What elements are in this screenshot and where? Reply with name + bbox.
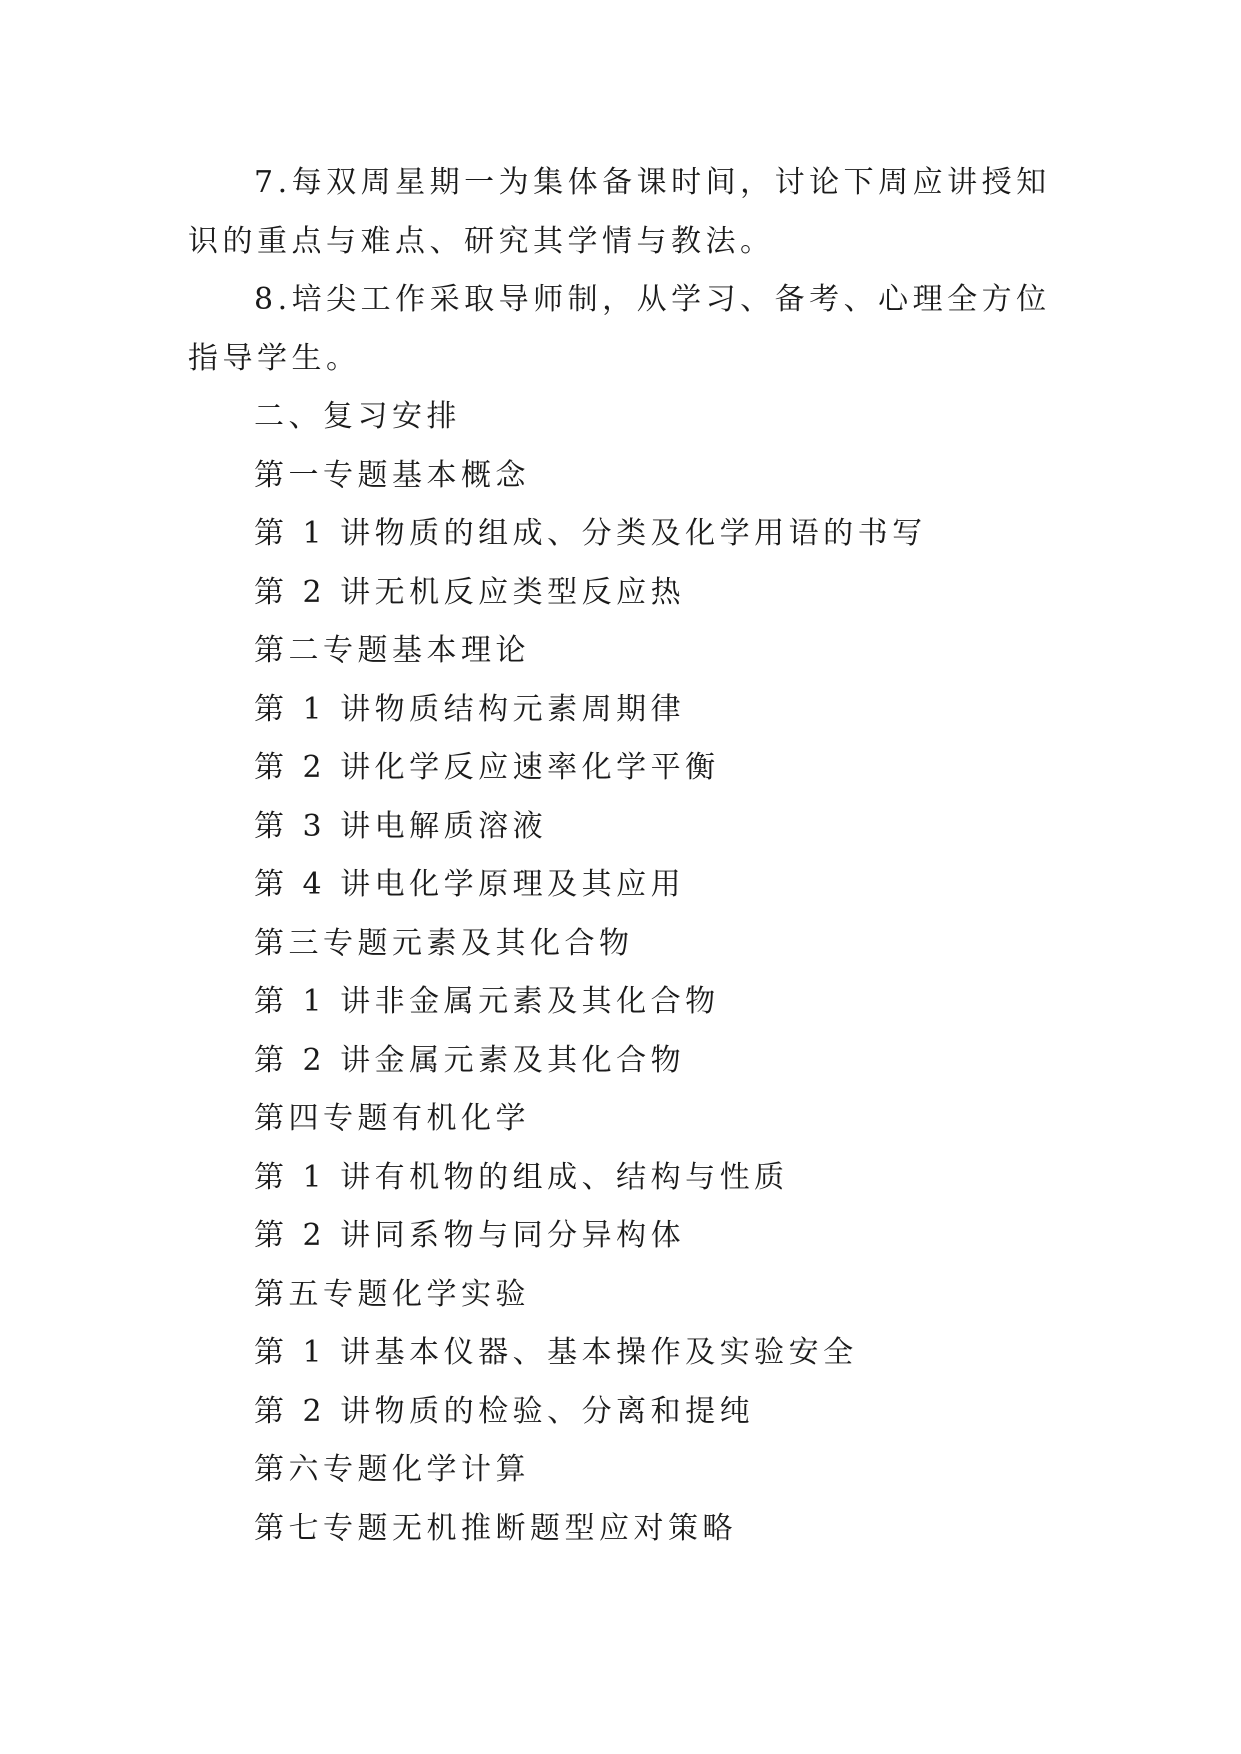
lecture-item: 第 1 讲有机物的组成、结构与性质 xyxy=(254,1159,789,1195)
lecture-item: 第 2 讲金属元素及其化合物 xyxy=(254,1042,686,1078)
topic-heading: 第五专题化学实验 xyxy=(254,1276,530,1312)
lecture-item: 第 1 讲物质的组成、分类及化学用语的书写 xyxy=(254,516,927,551)
lecture-item: 第 3 讲电解质溶液 xyxy=(254,808,548,844)
lecture-item: 第 1 讲非金属元素及其化合物 xyxy=(254,984,720,1019)
lecture-item: 第 2 讲化学反应速率化学平衡 xyxy=(254,750,720,785)
document-body xyxy=(188,154,1058,1558)
lecture-item: 第 2 讲同系物与同分异构体 xyxy=(254,1218,686,1253)
paragraph-item-7: 7.每双周星期一为集体备课时间，讨论下周应讲授知识的重点与难点、研究其学情与教法。 xyxy=(188,165,1051,259)
topic-heading: 第七专题无机推断题型应对策略 xyxy=(254,1510,737,1546)
lecture-item: 第 4 讲电化学原理及其应用 xyxy=(254,867,686,902)
lecture-item: 第 1 讲物质结构元素周期律 xyxy=(254,691,686,727)
topic-heading: 第一专题基本概念 xyxy=(254,457,530,493)
topic-heading: 第六专题化学计算 xyxy=(254,1452,530,1487)
topic-heading: 第四专题有机化学 xyxy=(254,1101,530,1136)
lecture-item: 第 2 讲无机反应类型反应热 xyxy=(254,574,686,610)
topic-heading: 第二专题基本理论 xyxy=(254,633,530,668)
lecture-item: 第 2 讲物质的检验、分离和提纯 xyxy=(254,1393,755,1429)
topic-heading: 第三专题元素及其化合物 xyxy=(254,925,634,961)
lecture-item: 第 1 讲基本仪器、基本操作及实验安全 xyxy=(254,1335,858,1370)
section-heading: 二、复习安排 xyxy=(254,399,461,434)
paragraph-item-8: 8.培尖工作采取导师制，从学习、备考、心理全方位指导学生。 xyxy=(188,282,1051,376)
